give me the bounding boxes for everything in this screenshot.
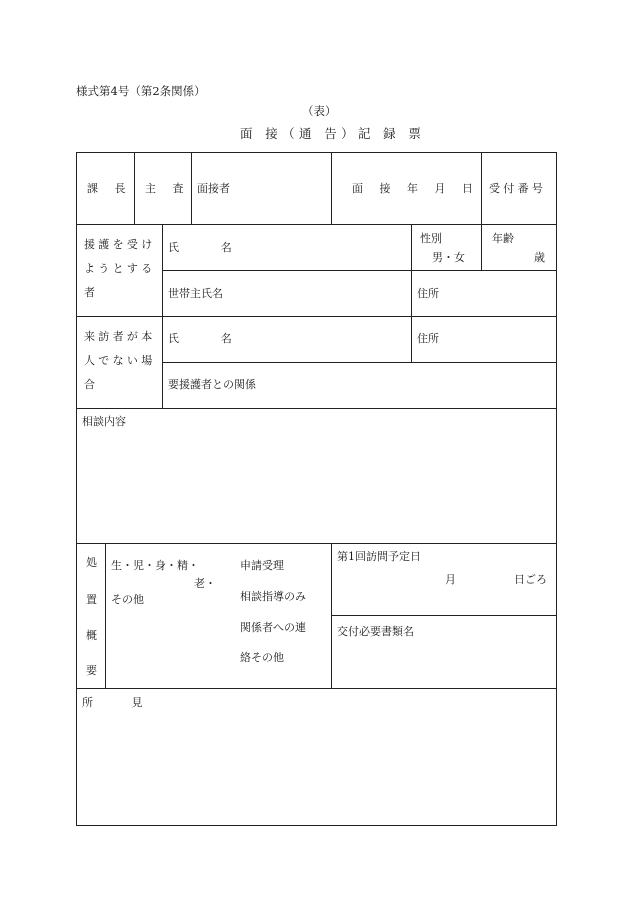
- action-application-accepted: 申請受理: [240, 559, 284, 572]
- first-visit-label: 第1回訪問予定日: [337, 550, 421, 563]
- reception-number-label: 受付番号: [489, 182, 547, 195]
- applicant-name-label: 氏 名: [168, 241, 239, 254]
- disposition-side-label-1: 処: [86, 556, 97, 569]
- visitor-name-label: 氏 名: [168, 332, 239, 345]
- remarks-label: 所 見: [82, 696, 148, 709]
- categories-line-3: その他: [111, 593, 144, 606]
- household-head-label: 世帯主氏名: [168, 287, 223, 300]
- visit-month-label: 月: [445, 573, 456, 586]
- form-number: 様式第4号（第2条関係）: [76, 84, 206, 98]
- interviewer-label: 面接者: [197, 182, 230, 195]
- form-title: 面 接（通 告）記 録 票: [240, 126, 426, 141]
- categories-line-1: 生・児・身・精・: [111, 559, 199, 572]
- interview-date-label: 面 接 年 月 日: [352, 182, 476, 195]
- applicant-section-label: 援護を受けようとする者: [84, 238, 156, 299]
- visitor-address-label: 住所: [417, 332, 439, 345]
- disposition-side-label-3: 概: [86, 629, 97, 642]
- kacho-label: 課 長: [87, 182, 129, 195]
- gender-options: 男・女: [432, 251, 465, 264]
- disposition-side-label-2: 置: [86, 593, 97, 606]
- relation-label: 要援護者との関係: [168, 378, 256, 391]
- gender-label: 性別: [420, 232, 442, 245]
- disposition-side-label-4: 要: [86, 664, 97, 677]
- action-related-parties: 関係者への連: [240, 621, 306, 634]
- age-unit: 歳: [534, 251, 545, 264]
- consultation-label: 相談内容: [82, 415, 126, 428]
- age-label: 年齢: [492, 232, 514, 245]
- front-marker: （表）: [302, 104, 337, 118]
- shusa-label: 主 査: [145, 182, 187, 195]
- visit-day-label: 日ごろ: [514, 573, 547, 586]
- applicant-address-label: 住所: [417, 287, 439, 300]
- categories-line-2: 老・: [194, 577, 216, 590]
- action-other: 絡その他: [240, 651, 284, 664]
- documents-label: 交付必要書類名: [337, 625, 414, 638]
- action-consultation-only: 相談指導のみ: [240, 590, 306, 603]
- visitor-section-label: 来訪者が本人でない場合: [84, 330, 156, 391]
